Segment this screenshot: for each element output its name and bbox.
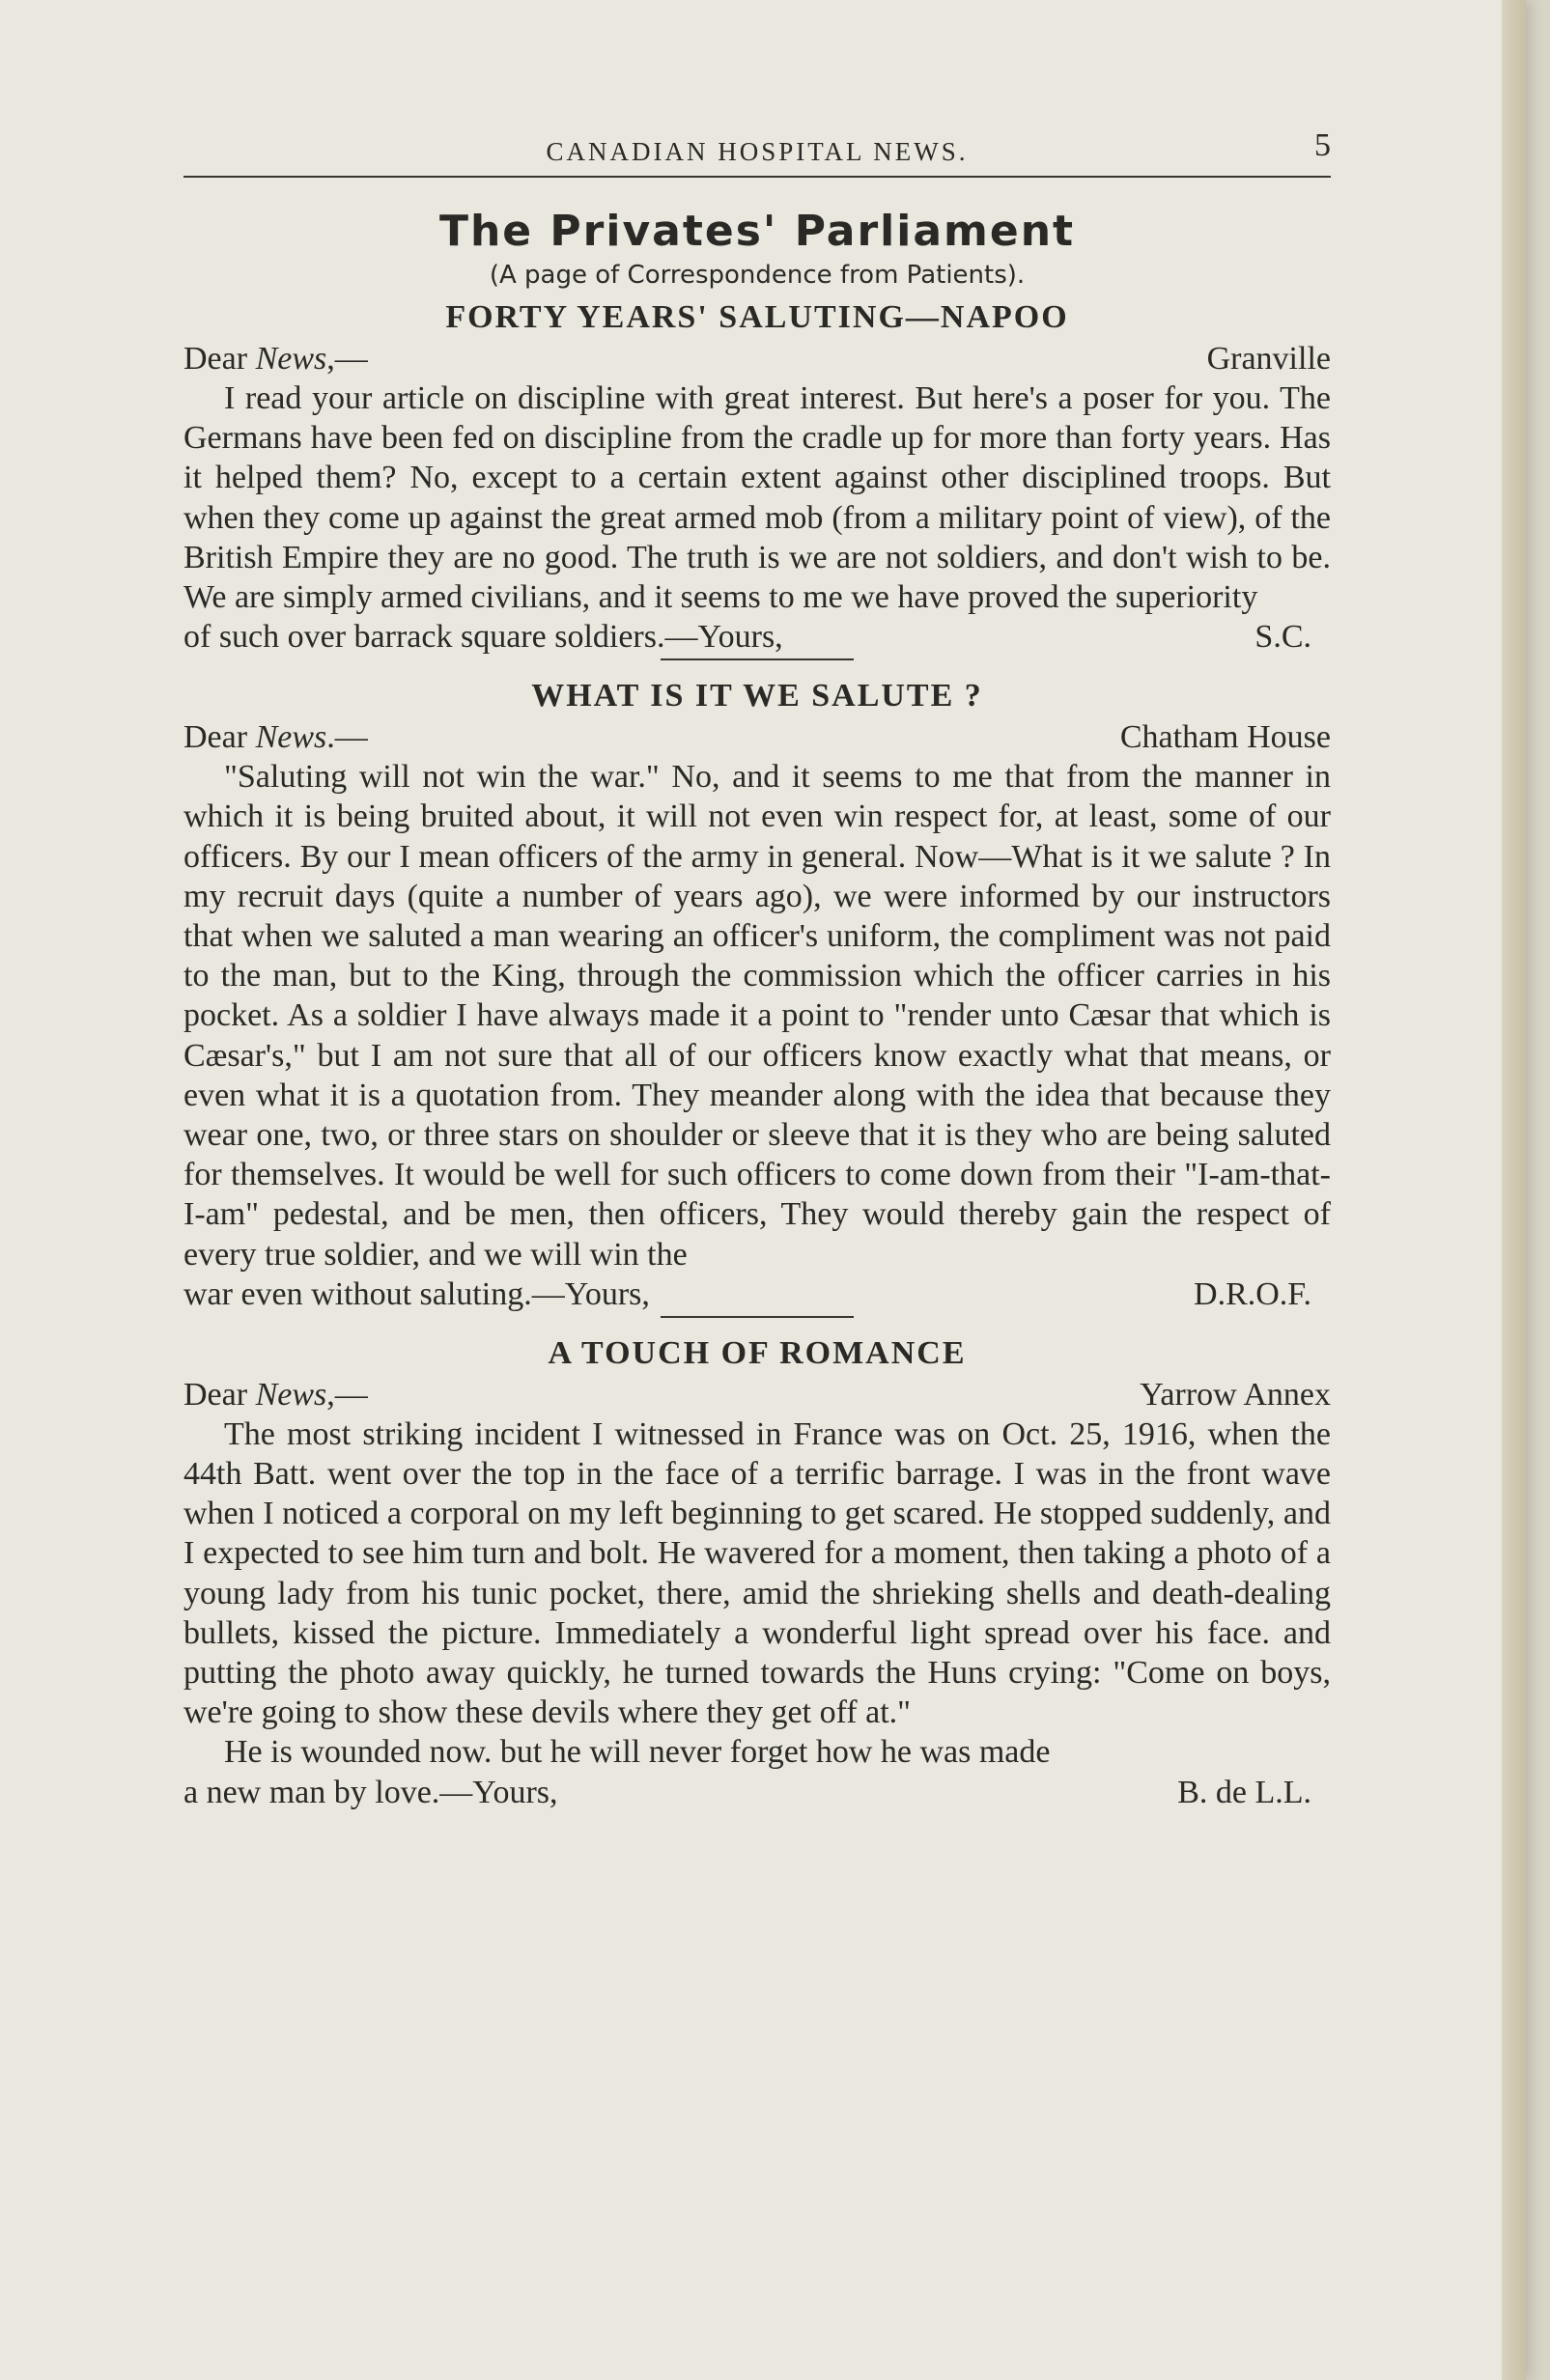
letter-heading: FORTY YEARS' SALUTING—NAPOO [445, 299, 1069, 335]
closing-line: of such over barrack square soldiers.—Yours, [183, 619, 783, 656]
signature-row [183, 1274, 1331, 1314]
signature-initials: S.C. [1254, 619, 1311, 656]
salutation-name: News [255, 1376, 327, 1413]
sender-location: Chatham House [1119, 719, 1331, 756]
signature-initials: B. de L.L. [1177, 1774, 1311, 1810]
salutation-row [183, 340, 1331, 378]
page-spine-edge [1502, 0, 1526, 2380]
signature-row [183, 617, 1331, 657]
running-title: CANADIAN HOSPITAL NEWS. [546, 137, 969, 166]
closing-line: a new man by love.—Yours, [183, 1774, 558, 1810]
section-divider [661, 658, 854, 660]
salutation-row [183, 718, 1331, 757]
salutation-row [183, 1376, 1331, 1414]
letter-1 [183, 295, 1331, 660]
signature-initials: D.R.O.F. [1194, 1275, 1311, 1312]
section-title: The Privates' Parliament [438, 207, 1076, 256]
salutation: Dear News,— [183, 1376, 368, 1413]
running-head [183, 127, 1331, 178]
salutation: Dear News.— [183, 719, 368, 756]
letter-3 [183, 1331, 1331, 1812]
sender-location: Granville [1206, 341, 1331, 377]
sender-location: Yarrow Annex [1140, 1376, 1331, 1413]
letter-2 [183, 674, 1331, 1318]
letter-paragraph: The most striking incident I witnessed in France was on Oct. 25, 1916, when the 44th Batt. went over the top in the face of a terrific barrage. I was in the front wave when I noticed a corporal on my left beginning to get scared. He stopped suddenly, and I expected to see him turn and bolt. He wavered for a moment, then taking a photo of a young lady from his tunic pocket, there, amid the shrieking shells and death-dealing bullets, kissed the picture. Immediately a wonderful light spread over his face. and putting the photo away quickly, he turned towards the Huns crying: "Come on boys, we're going to show these devils where they get off at." [183, 1415, 1331, 1731]
page-number: 5 [1314, 127, 1331, 163]
section-subtitle: (A page of Correspondence from Patients). [489, 261, 1026, 290]
letter-heading: WHAT IS IT WE SALUTE ? [531, 678, 983, 714]
letter-heading: A TOUCH OF ROMANCE [548, 1334, 967, 1371]
signature-row [183, 1773, 1331, 1812]
letter-paragraph: I read your article on discipline with great interest. But here's a poser for you. The Germans have been fed on discipline from the cradle up for more than forty years. Has it helped them? No, except to a certain extent against other disciplined troops. But when they come up against the great armed mob (from a military point of view), of the British Empire they are no good. The truth is we are not soldiers, and don't wish to be. We are simply armed civilians, and it seems to me we have proved the superiority [183, 380, 1331, 616]
salutation: Dear News,— [183, 341, 368, 377]
section-divider [661, 1316, 854, 1318]
salutation-name: News [255, 341, 327, 377]
letter-paragraph: "Saluting will not win the war." No, and it seems to me that from the manner in which it is being bruited about, it will not even win respect for, at least, some of our officers. By our I mean officers of the army in general. Now—What is it we salute ? In my recruit days (quite a number of years ago), we were informed by our instructors that when we saluted a man wearing an officer's uniform, the compliment was not paid to the man, but to the King, through the commission which the officer carries in his pocket. As a soldier I have always made it a point to "render unto Cæsar that which is Cæsar's," but I am not sure that all of our officers know exactly what that means, or even what it is a quotation from. They meander along with the idea that because they wear one, two, or three stars on shoulder or sleeve that it is they who are being saluted for themselves. It would be well for such officers to come down from their "I-am-that-I-am" pedestal, and be men, then officers, They would thereby gain the respect of every true soldier, and we will win the [183, 759, 1331, 1273]
letter-paragraph: He is wounded now. but he will never forget how he was made [224, 1734, 1051, 1771]
closing-line: war even without saluting.—Yours, [183, 1275, 650, 1312]
page-content [183, 205, 1331, 1812]
salutation-name: News [255, 719, 327, 756]
